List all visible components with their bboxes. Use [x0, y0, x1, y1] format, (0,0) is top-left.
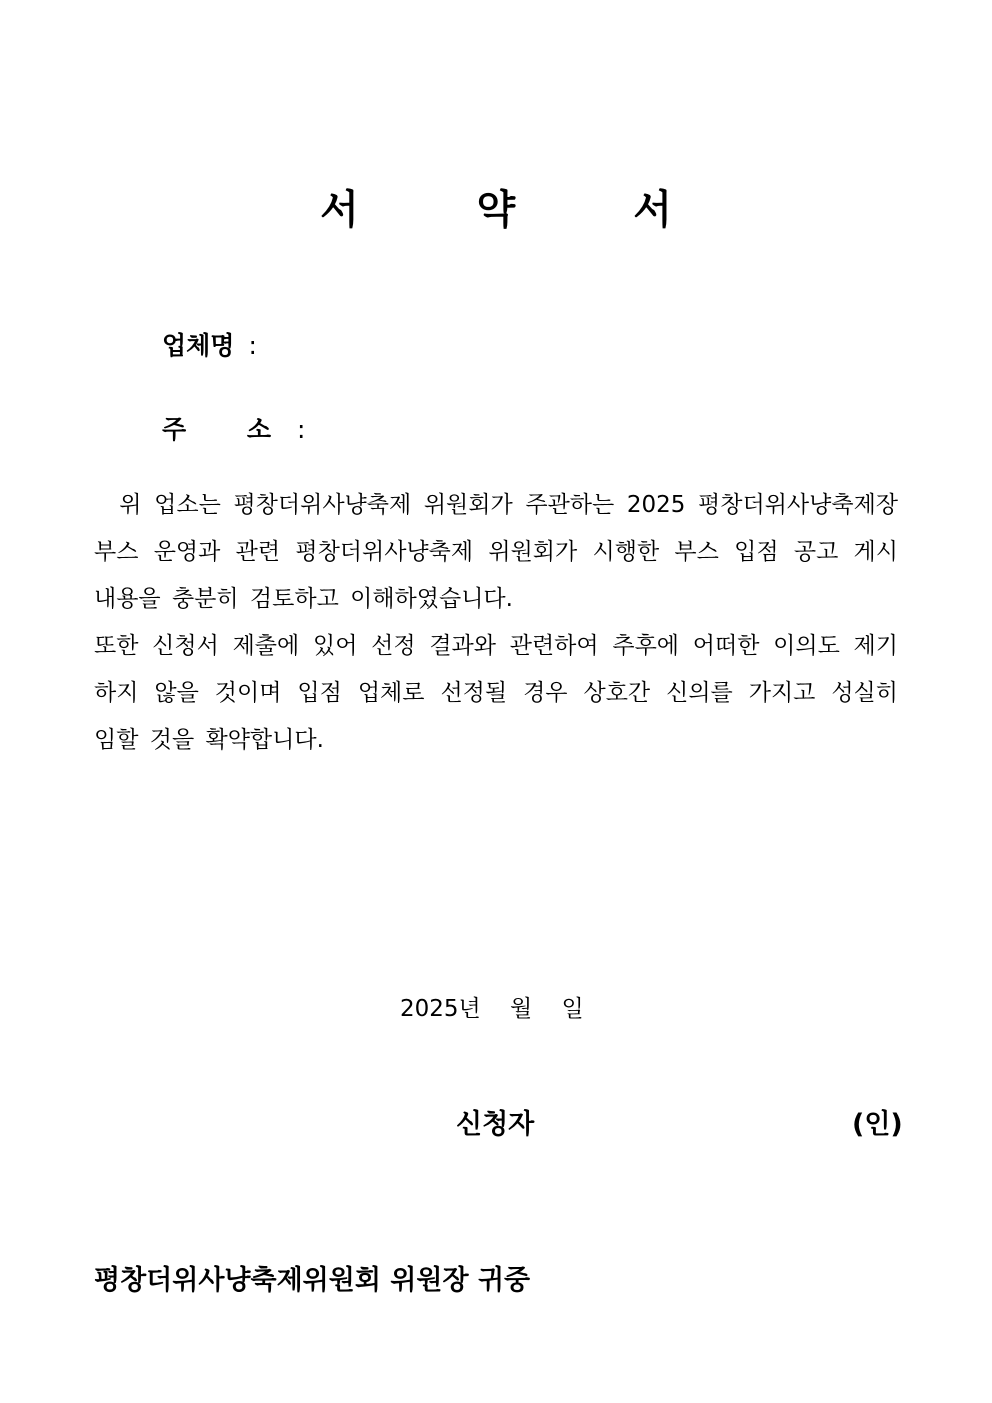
paragraph-2 — [94, 623, 898, 764]
paragraph-line: 하지 않을 것이며 입점 업체로 선정될 경우 상호간 신의를 가지고 성실히 — [94, 680, 898, 706]
address-colon: : — [297, 415, 306, 444]
paragraph-line: 또한 신청서 제출에 있어 선정 결과와 관련하여 추후에 어떠한 이의도 제기 — [94, 633, 898, 659]
signing-date: 2025년 월 일 — [400, 996, 584, 1022]
paragraph-1 — [94, 482, 898, 623]
seal-mark: (인) — [852, 1109, 903, 1140]
applicant-label: 신청자 — [456, 1109, 535, 1140]
paragraph-line: 위 업소는 평창더위사냥축제 위원회가 주관하는 2025 평창더위사냥축제장 — [94, 492, 898, 518]
company-name-colon: : — [248, 331, 257, 360]
company-name-label: 업체명 — [162, 331, 235, 360]
company-name-field — [162, 326, 257, 362]
paragraph-line: 부스 운영과 관련 평창더위사냥축제 위원회가 시행한 부스 입점 공고 게시 — [94, 539, 898, 565]
address-field — [162, 410, 305, 446]
pledge-body — [94, 482, 898, 764]
address-label: 주 소 — [162, 415, 298, 444]
recipient-line: 평창더위사냥축제위원회 위원장 귀중 — [94, 1265, 531, 1296]
paragraph-line: 내용을 충분히 검토하고 이해하였습니다. — [94, 586, 513, 612]
paragraph-line: 임할 것을 확약합니다. — [94, 727, 324, 753]
document-title: 서 약 서 — [320, 187, 724, 233]
